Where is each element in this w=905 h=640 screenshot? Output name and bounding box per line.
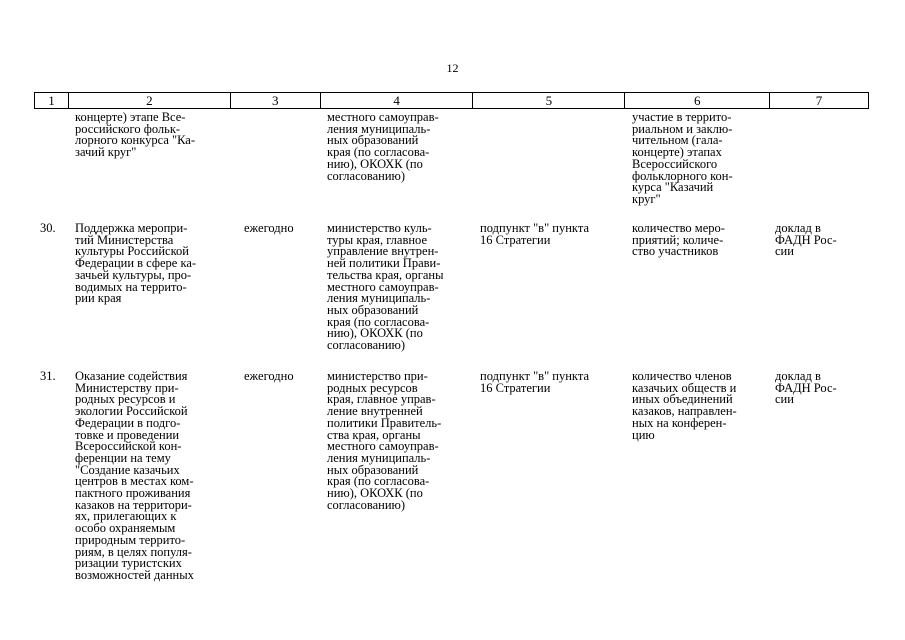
row-continued-event: концерте) этапе Все- российского фольк- лорного конкурса "Ка- зачий круг"	[75, 110, 196, 160]
row-31-number: 31.	[40, 369, 56, 383]
row-31-event: Оказание содействия Министерству при- родных ресурсов и экологии Российской Федерации в подго- товке и проведении Всероссийской кон- ференции на тему "Создание казачьих центров в местах ком- пактного проживания казаков на территори- ях, прилегающих к особо охраняемым природным террито- риям, в целях популя- ризации туристских возможностей данных	[75, 369, 194, 582]
header-col-6: 6	[624, 93, 769, 108]
row-31-executors: министерство при- родных ресурсов края, главное управ- ление внутренней политики Правитель- ства края, органы местного самоуправ- ления муниципаль- ных образований края (по согласова- нию), ОКОХК (по согласованию)	[327, 369, 442, 512]
table-header	[34, 92, 869, 109]
header-col-7: 7	[769, 93, 868, 108]
row-31-indicator: количество членов казачьих обществ и иных объединений казаков, направлен- ных на конферен- цию	[632, 369, 737, 442]
header-col-2: 2	[68, 93, 230, 108]
row-30-event: Поддержка меропри- тий Министерства культуры Российской Федерации в сфере ка- зачьей культуры, про- водимых на террито- рии края	[75, 221, 197, 306]
row-31-strategy: подпункт "в" пункта 16 Стратегии	[480, 369, 589, 395]
row-30-indicator: количество меро- приятий; количе- ство участников	[632, 221, 725, 259]
row-30-report: доклад в ФАДН Рос- сии	[775, 221, 837, 259]
row-30-executors: министерство куль- туры края, главное управление внутрен- ней политики Прави- тельства края, органы местного самоуправ- ления муниципаль- ных образований края (по согласова- нию), ОКОХК (по согласованию)	[327, 221, 444, 353]
row-31-report: доклад в ФАДН Рос- сии	[775, 369, 837, 407]
row-continued-indicator: участие в террито- риальном и заклю- чительном (гала- концерте) этапах Всероссийского фольклорного кон- курса "Казачий круг"	[632, 110, 733, 206]
header-col-1: 1	[48, 93, 55, 108]
header-col-4: 4	[320, 93, 473, 108]
page-number: 12	[446, 61, 459, 75]
row-30-number: 30.	[40, 221, 56, 235]
header-col-3: 3	[230, 93, 320, 108]
row-31-term: ежегодно	[244, 369, 294, 383]
row-30-term: ежегодно	[244, 221, 294, 235]
header-col-5: 5	[472, 93, 624, 108]
row-continued-executors: местного самоуправ- ления муниципаль- ных образований края (по согласова- нию), ОКОХК (по согласованию)	[327, 110, 439, 183]
row-30-strategy: подпункт "в" пункта 16 Стратегии	[480, 221, 589, 247]
